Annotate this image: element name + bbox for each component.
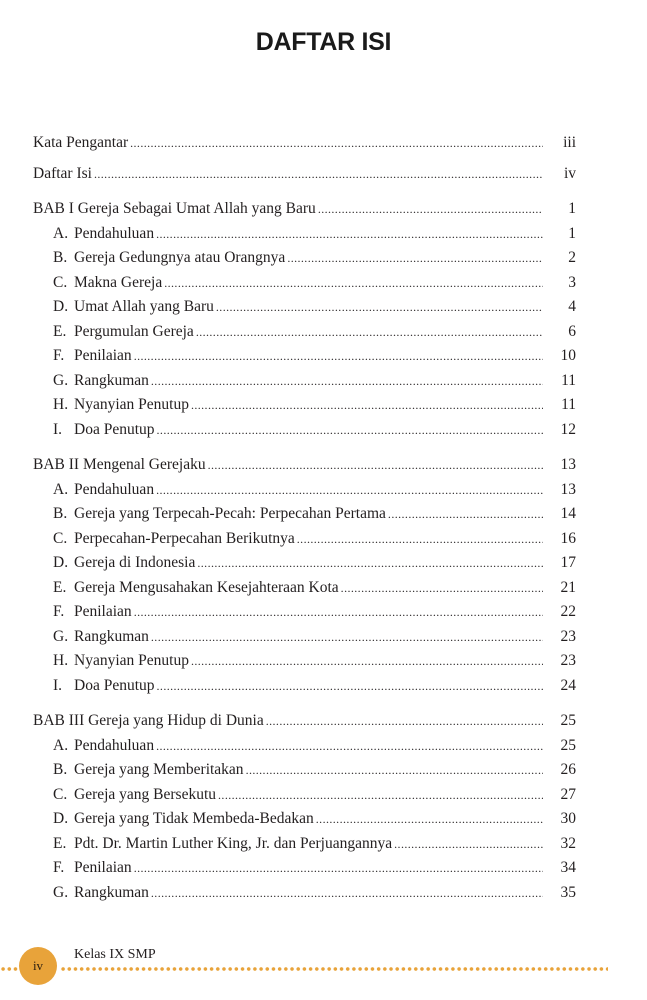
toc-entry-label: Pergumulan Gereja: [74, 322, 194, 340]
toc-front-matter-kata-pengantar: [33, 131, 576, 156]
dot-leader: [164, 271, 543, 296]
toc-subentry[interactable]: [33, 783, 576, 808]
toc-subentry[interactable]: [33, 478, 576, 503]
toc-chapter-1: [33, 197, 576, 442]
toc-subentry[interactable]: [33, 246, 576, 271]
toc-entry-page: 6: [568, 322, 576, 340]
toc-subentry[interactable]: [33, 502, 576, 527]
dot-leader: [218, 783, 543, 808]
toc-entry-label: Pendahuluan: [74, 480, 155, 498]
toc-entry-label: Gereja di Indonesia: [74, 554, 196, 571]
dot-leader: [216, 295, 543, 320]
toc-entry-label: Umat Allah yang Baru: [74, 298, 214, 315]
dot-leader: [266, 709, 543, 734]
toc-subentry[interactable]: [33, 576, 576, 601]
toc-entry-label: Pdt. Dr. Martin Luther King, Jr. dan Perjuangannya: [74, 834, 393, 852]
dot-leader: [191, 649, 543, 674]
toc-entry-label: Nyanyian Penutup: [74, 396, 189, 413]
book-label: Kelas IX SMP: [74, 947, 156, 962]
toc-subentry-letter: F.: [53, 859, 65, 876]
toc-subentry-letter: B.: [53, 505, 68, 522]
toc-entry-label: Rangkuman: [74, 627, 149, 645]
toc-subentry-letter: G.: [53, 371, 69, 389]
toc-subentry[interactable]: [33, 856, 576, 881]
toc-entry-label: Gereja Mengusahakan Kesejahteraan Kota: [74, 578, 339, 596]
dot-leader: [341, 576, 543, 601]
toc-subentry[interactable]: [33, 393, 576, 418]
toc-entry-page: 11: [561, 396, 576, 413]
toc-entry-page: 1: [568, 224, 576, 242]
toc-subentry[interactable]: [33, 649, 576, 674]
toc-subentry[interactable]: [33, 881, 576, 906]
dot-leader: [151, 369, 543, 394]
toc-entry-page: 13: [560, 480, 576, 498]
toc-subentry[interactable]: [33, 832, 576, 857]
toc-entry-label: Gereja yang Terpecah-Pecah: Perpecahan Pertama: [74, 505, 386, 522]
footer-dotted-rule-left: [0, 966, 18, 972]
dot-leader: [191, 393, 543, 418]
toc-entry-label: Pendahuluan: [74, 736, 155, 754]
toc-subentry-letter: C.: [53, 785, 68, 803]
toc-entry-page: 16: [560, 529, 576, 547]
toc-subentry[interactable]: [33, 418, 576, 443]
toc-entry-page: 35: [560, 883, 576, 901]
toc-subentry-letter: A.: [53, 736, 69, 754]
toc-subentry-letter: F.: [53, 603, 65, 620]
toc-entry-page: 32: [560, 834, 576, 852]
toc-entry-page: 34: [560, 859, 576, 876]
toc-subentry-letter: D.: [53, 298, 69, 315]
dot-leader: [318, 197, 543, 222]
toc-entry-page: 12: [560, 420, 576, 438]
toc-subentry[interactable]: [33, 734, 576, 759]
toc-entry-label: Gereja yang Tidak Membeda-Bedakan: [74, 810, 314, 827]
toc-entry-page: 10: [560, 347, 576, 364]
dot-leader: [388, 502, 543, 527]
toc-entry-label: Pendahuluan: [74, 224, 155, 242]
toc-entry-page: 30: [560, 810, 576, 827]
toc-subentry[interactable]: [33, 271, 576, 296]
toc-subentry[interactable]: [33, 222, 576, 247]
toc-subentry[interactable]: [33, 674, 576, 699]
toc-entry-label: Nyanyian Penutup: [74, 652, 189, 669]
toc-subentry-letter: B.: [53, 761, 68, 778]
toc-entry-page: 24: [560, 676, 576, 694]
dot-leader: [157, 418, 543, 443]
toc-subentry-letter: C.: [53, 273, 68, 291]
table-of-contents: [33, 131, 576, 916]
dot-leader: [394, 832, 543, 857]
dot-leader: [94, 162, 543, 187]
dot-leader: [156, 222, 543, 247]
dot-leader: [156, 734, 543, 759]
toc-entry-page: 26: [560, 761, 576, 778]
toc-chapter-2: [33, 453, 576, 698]
toc-entry-label: Perpecahan-Perpecahan Berikutnya: [74, 529, 295, 547]
toc-subentry[interactable]: [33, 320, 576, 345]
toc-subentry[interactable]: [33, 625, 576, 650]
toc-front-matter-daftar-isi: [33, 162, 576, 187]
toc-subentry[interactable]: [33, 600, 576, 625]
toc-entry-label: Rangkuman: [74, 371, 149, 389]
dot-leader: [156, 478, 543, 503]
page-title: DAFTAR ISI: [255, 28, 392, 56]
toc-entry-page: 25: [560, 736, 576, 754]
dot-leader: [130, 131, 543, 156]
toc-subentry-letter: A.: [53, 480, 69, 498]
toc-entry-page: 27: [560, 785, 576, 803]
dot-leader: [157, 674, 543, 699]
dot-leader: [287, 246, 543, 271]
toc-subentry-letter: H.: [53, 396, 69, 413]
toc-entry-label: Gereja yang Bersekutu: [74, 785, 217, 803]
toc-chapters: [33, 197, 576, 905]
toc-subentry-letter: F.: [53, 347, 65, 364]
dot-leader: [197, 551, 543, 576]
toc-entry-page: 11: [561, 371, 576, 389]
dot-leader: [151, 881, 543, 906]
toc-entry-label: Makna Gereja: [74, 273, 163, 291]
dot-leader: [208, 453, 543, 478]
toc-entry-label: BAB III Gereja yang Hidup di Dunia: [33, 712, 264, 729]
toc-entry-label: Penilaian: [74, 603, 132, 620]
dot-leader: [134, 856, 543, 881]
page-number-badge: iv: [19, 947, 57, 985]
dot-leader: [134, 344, 543, 369]
toc-subentry-letter: E.: [53, 578, 67, 596]
dot-leader: [134, 600, 543, 625]
toc-entry-daftar-isi[interactable]: [33, 162, 576, 187]
dot-leader: [246, 758, 543, 783]
toc-subentry-letter: D.: [53, 554, 69, 571]
dot-leader: [316, 807, 543, 832]
toc-subentry[interactable]: [33, 295, 576, 320]
toc-entry-label: Penilaian: [74, 347, 132, 364]
toc-subentry-letter: G.: [53, 883, 69, 901]
toc-subentry[interactable]: [33, 344, 576, 369]
toc-entry-label: Gereja Gedungnya atau Orangnya: [74, 249, 286, 266]
toc-subentry-letter: A.: [53, 224, 69, 242]
toc-entry-label: BAB I Gereja Sebagai Umat Allah yang Baru: [33, 200, 316, 217]
toc-chapter-heading[interactable]: [33, 197, 576, 222]
toc-chapter-heading[interactable]: [33, 709, 576, 734]
toc-entry-page: 3: [568, 273, 576, 291]
toc-entry-label: Daftar Isi: [33, 164, 92, 182]
toc-entry-label: Gereja yang Memberitakan: [74, 761, 244, 778]
toc-entry-label: BAB II Mengenal Gerejaku: [33, 456, 206, 473]
toc-subentry-letter: D.: [53, 810, 69, 827]
dot-leader: [297, 527, 543, 552]
footer-dotted-rule-right: [60, 966, 608, 972]
toc-entry-page: 1: [568, 200, 576, 217]
toc-entry-kata-pengantar[interactable]: [33, 131, 576, 156]
dot-leader: [151, 625, 543, 650]
toc-subentry-letter: B.: [53, 249, 68, 266]
toc-entry-page: 4: [568, 298, 576, 315]
toc-subentry[interactable]: [33, 807, 576, 832]
toc-subentry[interactable]: [33, 551, 576, 576]
toc-subentry-letter: I.: [53, 676, 63, 694]
toc-subentry[interactable]: [33, 527, 576, 552]
toc-entry-page: 25: [560, 712, 576, 729]
toc-subentry-letter: H.: [53, 652, 69, 669]
toc-subentry-letter: G.: [53, 627, 69, 645]
toc-entry-page: 23: [560, 652, 576, 669]
toc-subentry[interactable]: [33, 369, 576, 394]
toc-subentry-letter: I.: [53, 420, 63, 438]
toc-entry-page: 23: [560, 627, 576, 645]
toc-entry-page: 22: [560, 603, 576, 620]
toc-entry-page: iii: [563, 134, 576, 151]
toc-entry-label: Rangkuman: [74, 883, 149, 901]
toc-subentry-letter: C.: [53, 529, 68, 547]
toc-chapter-heading[interactable]: [33, 453, 576, 478]
toc-chapter-3: [33, 709, 576, 905]
dot-leader: [196, 320, 543, 345]
toc-subentry-letter: E.: [53, 322, 67, 340]
toc-entry-label: Doa Penutup: [74, 676, 155, 694]
toc-entry-page: iv: [563, 164, 576, 182]
toc-subentry[interactable]: [33, 758, 576, 783]
toc-entry-page: 13: [560, 456, 576, 473]
toc-entry-page: 2: [568, 249, 576, 266]
toc-entry-label: Penilaian: [74, 859, 132, 876]
toc-entry-label: Kata Pengantar: [33, 134, 129, 151]
toc-entry-page: 14: [560, 505, 576, 522]
toc-entry-page: 21: [560, 578, 576, 596]
toc-entry-page: 17: [560, 554, 576, 571]
toc-entry-label: Doa Penutup: [74, 420, 155, 438]
toc-subentry-letter: E.: [53, 834, 67, 852]
